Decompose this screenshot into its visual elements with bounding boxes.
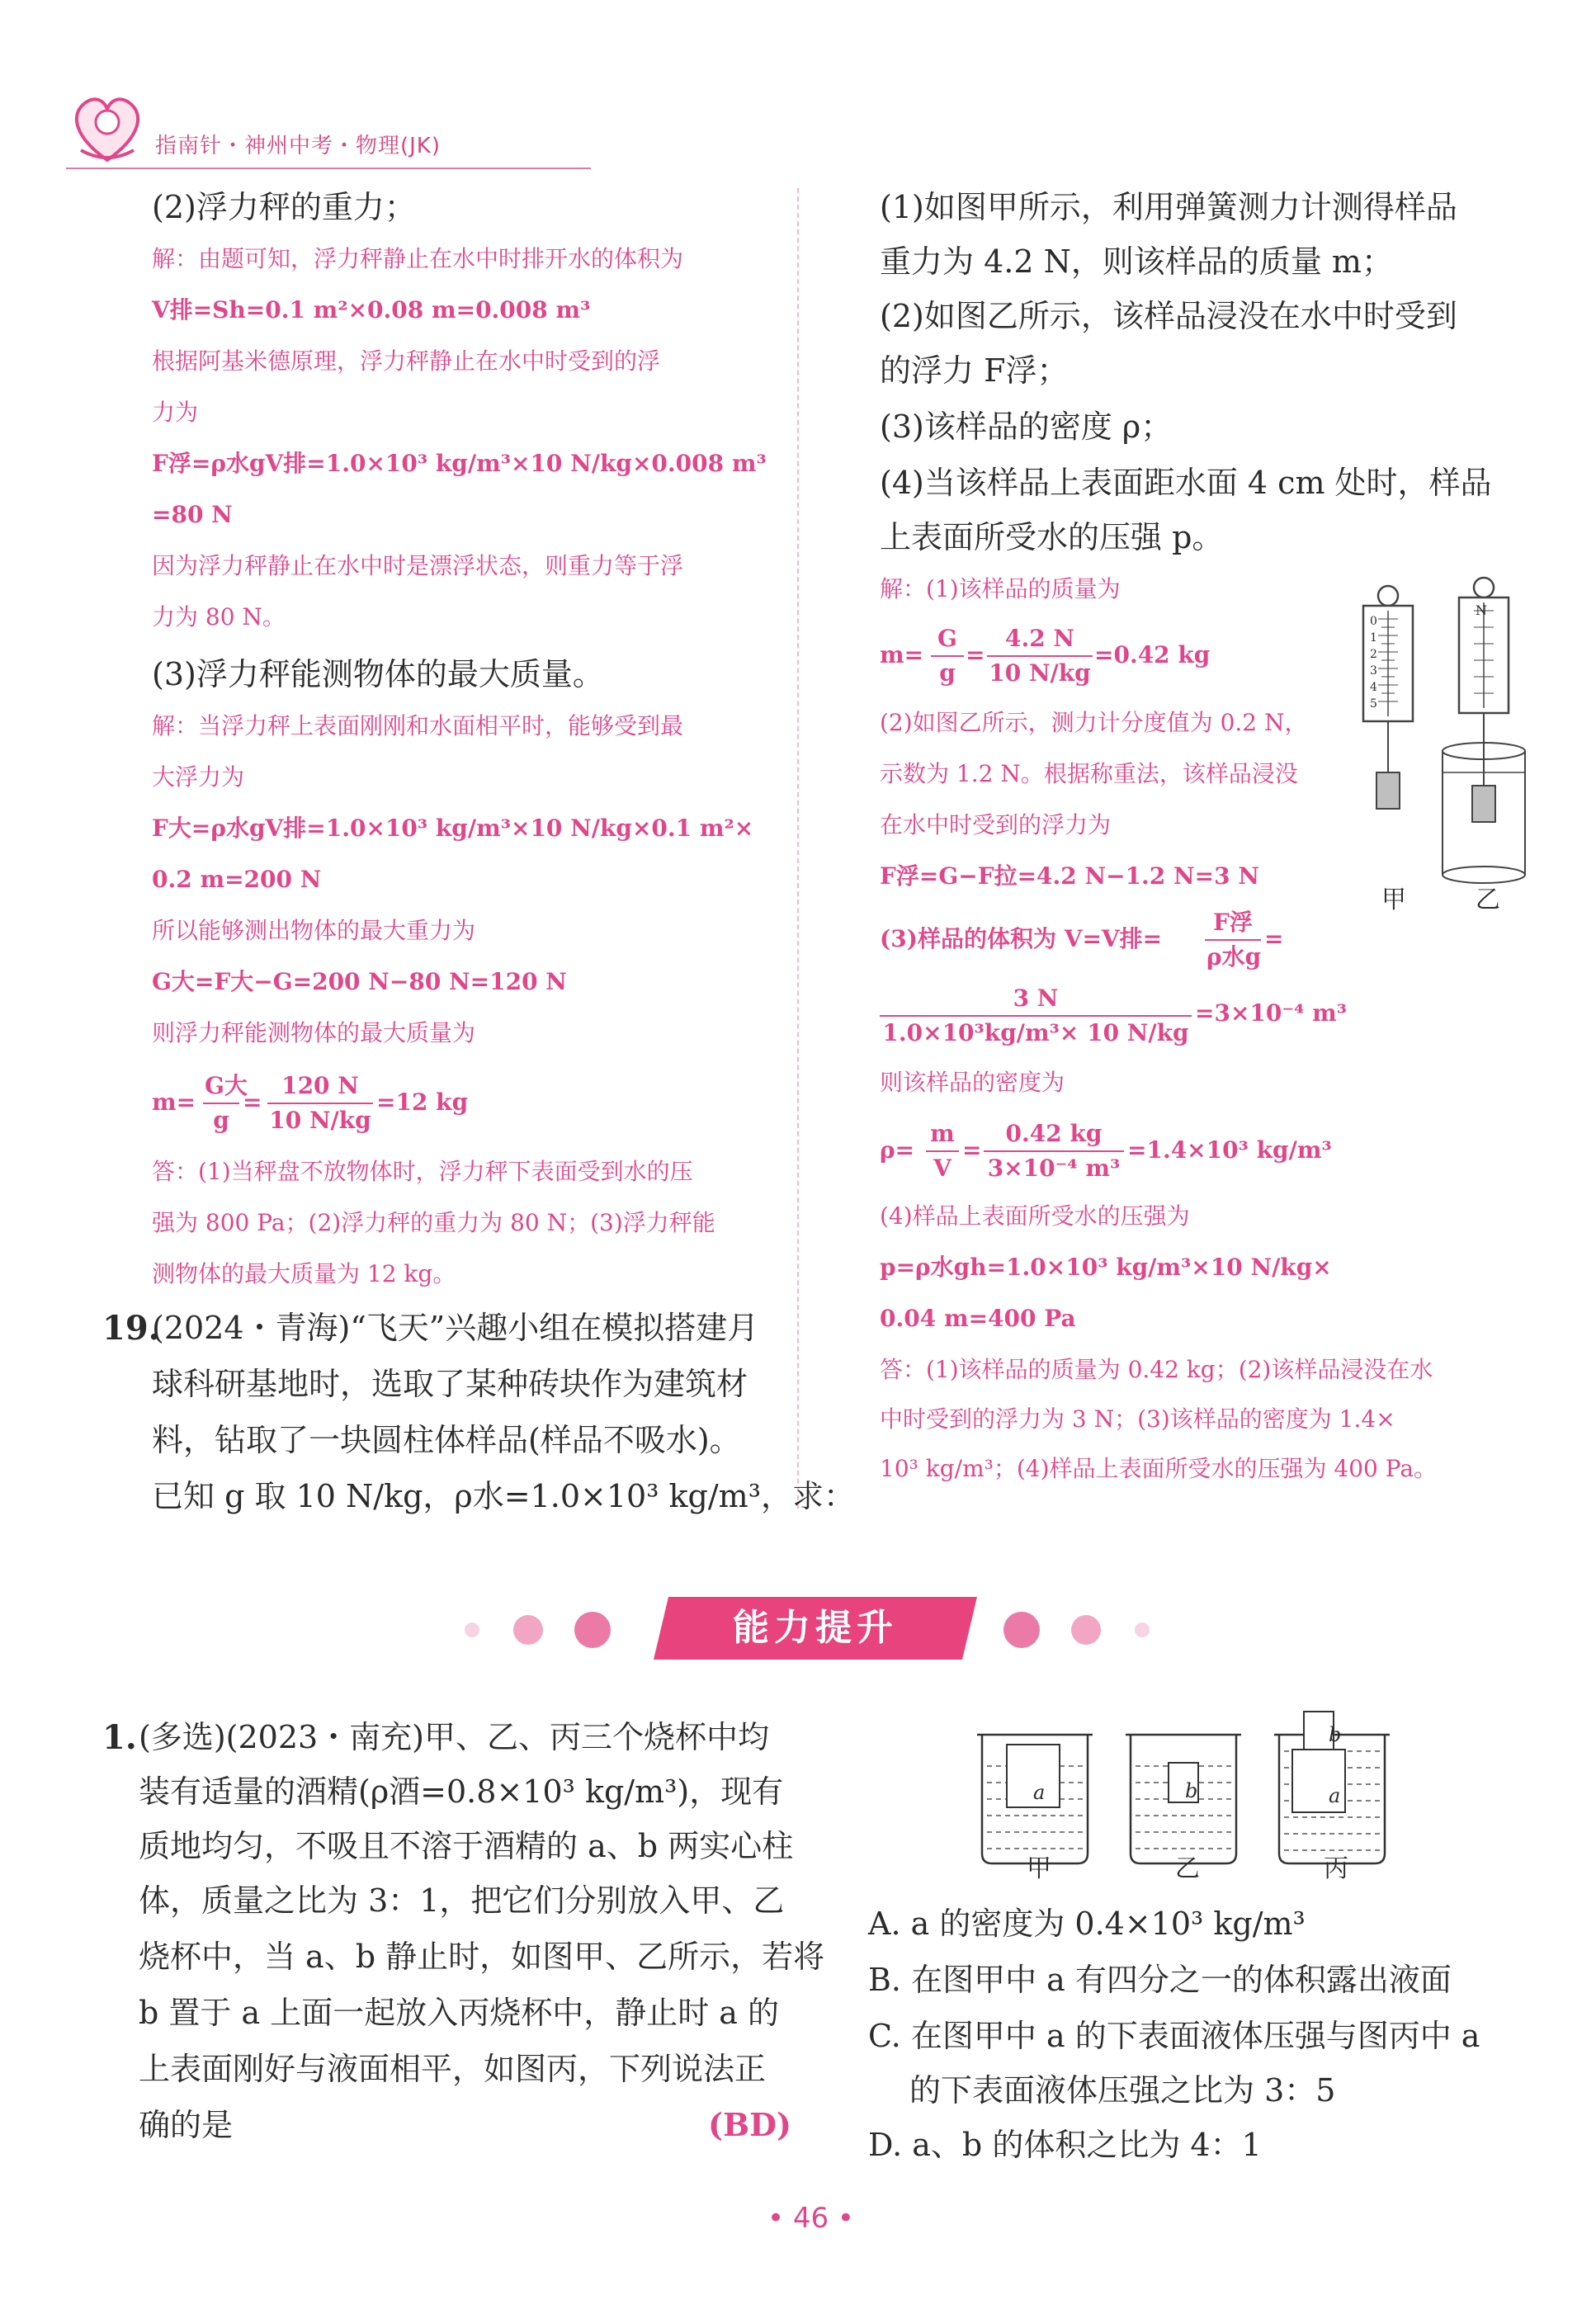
answer-line: 10³ kg/m³；(4)样品上表面所受水的压强为 400 Pa。: [880, 1455, 1438, 1482]
q19-line: 球科研基地时，选取了某种砖块作为建筑材: [152, 1366, 748, 1402]
solution-line: (4)样品上表面所受水的压强为: [880, 1202, 1190, 1230]
formula-denominator: g: [939, 659, 956, 687]
formula-numerator: G: [937, 625, 957, 652]
q3-line: 则浮力秤能测物体的最大质量为: [152, 1019, 476, 1046]
column-divider: [797, 188, 799, 1509]
scale-tick-label: 5: [1370, 697, 1377, 711]
scale-tick-label: 3: [1370, 664, 1377, 678]
solution-line: 示数为 1.2 N。根据称重法，该样品浸没: [880, 760, 1298, 787]
question-line: 重力为 4.2 N，则该样品的质量 m；: [880, 243, 1393, 280]
formula-denominator: g: [213, 1107, 229, 1134]
formula-result: =12 kg: [376, 1089, 469, 1116]
q2-line: 解：由题可知，浮力秤静止在水中时排开水的体积为: [152, 245, 684, 272]
beakers-figure: [974, 1708, 1502, 1882]
fraction-bar: [267, 1103, 373, 1104]
formula-result: =0.42 kg: [1094, 641, 1211, 668]
spring-scale-figure: [1353, 569, 1527, 916]
beaker-label: 乙: [1175, 1854, 1200, 1883]
option-c-continued: 的下表面液体压强之比为 3：5: [909, 2072, 1336, 2109]
question-line: 的浮力 F浮；: [880, 352, 1069, 389]
q3-line: 解：当浮力秤上表面刚刚和水面相平时，能够受到最: [152, 712, 684, 739]
fraction-bar: [880, 1015, 1192, 1017]
section-decoration-left: [456, 1609, 645, 1651]
answer-line: 测物体的最大质量为 12 kg。: [152, 1260, 456, 1287]
solution-intro: 解：(1)该样品的质量为: [880, 575, 1121, 602]
option-b[interactable]: B. 在图甲中 a 有四分之一的体积露出液面: [868, 1962, 1452, 1998]
beakers-diagram: [974, 1708, 1502, 1882]
formula-eq: =: [243, 1089, 262, 1116]
q1-line: 质地均匀，不吸且不溶于酒精的 a、b 两实心柱: [139, 1828, 794, 1864]
solution-line: 则该样品的密度为: [880, 1069, 1065, 1096]
block-label: b: [1185, 1779, 1198, 1802]
answer-badge: (BD): [708, 2106, 792, 2143]
formula-denominator: 1.0×10³kg/m³× 10 N/kg: [882, 1019, 1189, 1046]
formula-numerator: 4.2 N: [1004, 625, 1075, 652]
q3-line: 大浮力为: [152, 763, 245, 791]
q2-line: V排=Sh=0.1 m²×0.08 m=0.008 m³: [152, 296, 591, 324]
q19-line: 已知 g 取 10 N/kg，ρ水=1.0×10³ kg/m³，求：: [152, 1478, 855, 1514]
question-number: 19.: [102, 1309, 160, 1348]
fraction-bar: [931, 655, 964, 657]
scale-tick-label: 0: [1370, 615, 1377, 628]
q1-line: 确的是: [139, 2107, 234, 2143]
section-banner: [654, 1597, 977, 1660]
q2-line: 力为: [152, 399, 199, 426]
header-title: 指南针・神州中考・物理(JK): [155, 134, 441, 158]
question-line: (2)如图乙所示，该样品浸没在水中时受到: [880, 298, 1457, 334]
page-number: • 46 •: [767, 2202, 854, 2235]
q2-title: (2)浮力秤的重力；: [152, 189, 416, 225]
formula-numerator: 120 N: [281, 1072, 359, 1099]
option-d[interactable]: D. a、b 的体积之比为 4：1: [868, 2127, 1262, 2163]
formula-result: =3×10⁻⁴ m³: [1195, 999, 1348, 1027]
block-label: a: [1329, 1784, 1341, 1807]
q1-line: 烧杯中，当 a、b 静止时，如图甲、乙所示，若将: [139, 1939, 825, 1975]
solution-line: F浮=G−F拉=4.2 N−1.2 N=3 N: [880, 862, 1259, 890]
solution-line: (2)如图乙所示，测力计分度值为 0.2 N，: [880, 709, 1308, 736]
answer-line: 中时受到的浮力为 3 N；(3)该样品的密度为 1.4×: [880, 1405, 1395, 1433]
solution-line: p=ρ水gh=1.0×10³ kg/m³×10 N/kg×: [880, 1254, 1332, 1281]
formula-denominator: V: [933, 1155, 951, 1182]
scale-tick-label: 1: [1370, 631, 1377, 645]
q1-line: (多选)(2023・南充)甲、乙、丙三个烧杯中均: [139, 1719, 770, 1755]
q3-line: F大=ρ水gV排=1.0×10³ kg/m³×10 N/kg×0.1 m²×: [152, 815, 754, 842]
q2-line: F浮=ρ水gV排=1.0×10³ kg/m³×10 N/kg×0.008 m³: [152, 450, 767, 477]
block-label: b: [1329, 1723, 1342, 1746]
formula-numerator: m: [930, 1120, 955, 1147]
header-logo: [66, 86, 149, 168]
formula-lhs: (3)样品的体积为 V=V排=: [880, 925, 1163, 952]
header-rule: [66, 168, 591, 169]
section-decoration-right: [985, 1609, 1175, 1651]
question-line: 上表面所受水的压强 p。: [880, 519, 1224, 555]
spring-scale-diagram: [1353, 569, 1527, 916]
q2-line: 力为 80 N。: [152, 603, 286, 630]
formula-numerator: 3 N: [1013, 985, 1059, 1012]
question-line: (1)如图甲所示，利用弹簧测力计测得样品: [880, 189, 1457, 225]
formula-eq: =: [962, 1136, 982, 1164]
q3-title: (3)浮力秤能测物体的最大质量。: [152, 656, 604, 692]
figure-label: 甲: [1381, 886, 1406, 914]
formula-lhs: ρ=: [880, 1136, 915, 1164]
formula-denominator: 10 N/kg: [989, 659, 1091, 687]
fraction-bar: [987, 655, 1093, 657]
formula-lhs: m=: [880, 641, 924, 668]
scale-letter: N: [1476, 602, 1487, 618]
question-number: 1.: [102, 1718, 137, 1757]
fraction-bar: [1205, 939, 1261, 941]
formula-result: =1.4×10³ kg/m³: [1127, 1136, 1332, 1164]
answer-line: 答：(1)该样品的质量为 0.42 kg；(2)该样品浸没在水: [880, 1356, 1433, 1383]
answer-line: 答：(1)当秤盘不放物体时，浮力秤下表面受到水的压: [152, 1158, 693, 1185]
heart-logo-icon: [66, 86, 149, 168]
beaker-label: 丙: [1324, 1854, 1348, 1883]
fraction-bar: [984, 1150, 1124, 1152]
q2-line: =80 N: [152, 501, 233, 528]
formula-denominator: 3×10⁻⁴ m³: [987, 1155, 1121, 1182]
question-line: (4)当该样品上表面距水面 4 cm 处时，样品: [880, 465, 1492, 501]
q3-line: 所以能够测出物体的最大重力为: [152, 917, 476, 944]
beaker-yi: [1126, 1735, 1241, 1863]
question-line: (3)该样品的密度 ρ；: [880, 409, 1173, 445]
q1-line: 上表面刚好与液面相平，如图丙，下列说法正: [139, 2051, 767, 2087]
fraction-bar: [926, 1150, 959, 1152]
formula-lhs: m=: [152, 1089, 196, 1116]
formula-denominator: ρ水g: [1206, 943, 1262, 971]
scale-tick-label: 2: [1370, 648, 1377, 661]
formula-eq: =: [1264, 925, 1284, 952]
solution-line: 0.04 m=400 Pa: [880, 1305, 1076, 1332]
section-title: 能力提升: [733, 1607, 898, 1649]
q19-line: (2024・青海)“飞天”兴趣小组在模拟搭建月: [152, 1310, 759, 1346]
formula-numerator: 0.42 kg: [1005, 1120, 1103, 1147]
block-label: a: [1033, 1781, 1046, 1804]
q2-line: 因为浮力秤静止在水中时是漂浮状态，则重力等于浮: [152, 552, 684, 579]
formula-denominator: 10 N/kg: [269, 1107, 371, 1134]
formula-numerator: G大: [205, 1072, 248, 1099]
q1-line: b 置于 a 上面一起放入丙烧杯中，静止时 a 的: [139, 1995, 780, 2031]
q1-line: 装有适量的酒精(ρ酒=0.8×10³ kg/m³)，现有: [139, 1773, 784, 1810]
option-a[interactable]: A. a 的密度为 0.4×10³ kg/m³: [868, 1906, 1306, 1942]
solution-line: 在水中时受到的浮力为: [880, 811, 1112, 838]
q3-line: G大=F大−G=200 N−80 N=120 N: [152, 968, 567, 995]
q1-line: 体，质量之比为 3：1，把它们分别放入甲、乙: [139, 1882, 785, 1919]
formula-eq: =: [966, 641, 985, 668]
figure-label: 乙: [1476, 886, 1500, 914]
answer-line: 强为 800 Pa；(2)浮力秤的重力为 80 N；(3)浮力秤能: [152, 1209, 715, 1236]
option-c[interactable]: C. 在图甲中 a 的下表面液体压强与图丙中 a: [868, 2018, 1480, 2054]
q19-line: 料，钻取了一块圆柱体样品(样品不吸水)。: [152, 1422, 741, 1458]
beaker-label: 甲: [1027, 1854, 1051, 1883]
scale-tick-label: 4: [1370, 681, 1377, 694]
q2-line: 根据阿基米德原理，浮力秤静止在水中时受到的浮: [152, 347, 661, 375]
fraction-bar: [203, 1103, 239, 1104]
formula-numerator: F浮: [1213, 909, 1253, 936]
q3-line: 0.2 m=200 N: [152, 866, 322, 893]
